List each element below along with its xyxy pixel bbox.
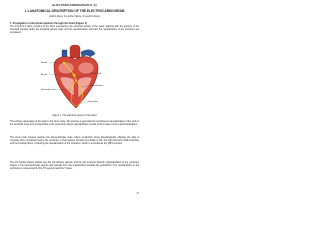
page-number: 17	[136, 192, 139, 195]
authors-line: Author Name, Co-Author Name, Co-Author Name	[49, 16, 100, 18]
intro-paragraph: The P-Q-R-S-T wave complex of the ECG summarizes the electrical activity of the heart. Starting with the genesis of the electrical impulse within the sinoatrial (sinus) node until the depolarization and then the repolarization of the ventricles are completed.	[10, 26, 139, 35]
heart-illustration	[40, 44, 110, 113]
body-paragraph-3: The left bundle branch divides into the left anterior fascicle and the left posterior fascicle. Depolarization of the ventricles begins in the interventricular septum and spreads from the endocardium towards the epicardium. The repolarization of the ventricles is represented by the ST segment and the T wave.	[10, 162, 139, 171]
label-bundle-of-his: Bundle of His	[92, 74, 102, 75]
label-right-bundle: Right bundle branch	[41, 90, 56, 91]
label-left-bundle: Left bundle branch	[90, 86, 104, 87]
label-sa-node: SA node	[41, 63, 48, 64]
document-page	[0, 0, 149, 198]
running-header: ELECTROCARDIOGRAPHY (I)	[52, 3, 97, 7]
aorta-shape	[70, 45, 80, 58]
label-av-node: AV node	[41, 75, 47, 76]
figure-caption: Figure 1. The electrical system of the heart	[52, 115, 97, 117]
section-heading: 1. Propagation of electrical impulses through the heart (Figure 1)	[10, 22, 87, 25]
pulmonary-artery-shape	[81, 50, 95, 57]
label-purkinje: Purkinje fibers	[88, 102, 99, 103]
heart-conduction-figure	[40, 44, 110, 113]
chapter-title: 1.1 ANATOMICAL DESCRIPTION OF THE ELECTROCARDIOGRAM	[24, 9, 125, 13]
body-paragraph-2: The sinus node impulse reaches the atrioventricular node, where conduction slows physiologically, allowing the atria to complete their contraction before the ventricles. It then passes through the bundle of His, the right and left bundle branches and the Purkinje fibers, producing the depolarization of the ventricles, which is recorded as the QRS complex.	[10, 137, 139, 146]
body-paragraph-1: The primary pacemaker of the heart is the sinus node. The impulse is generated by spontaneous depolarization of the cells in the sinoatrial node and is transmitted to the atrial cells, whose depolarization results in the P wave on the electrocardiogram.	[10, 121, 139, 127]
left-atrium-shape	[78, 62, 94, 74]
